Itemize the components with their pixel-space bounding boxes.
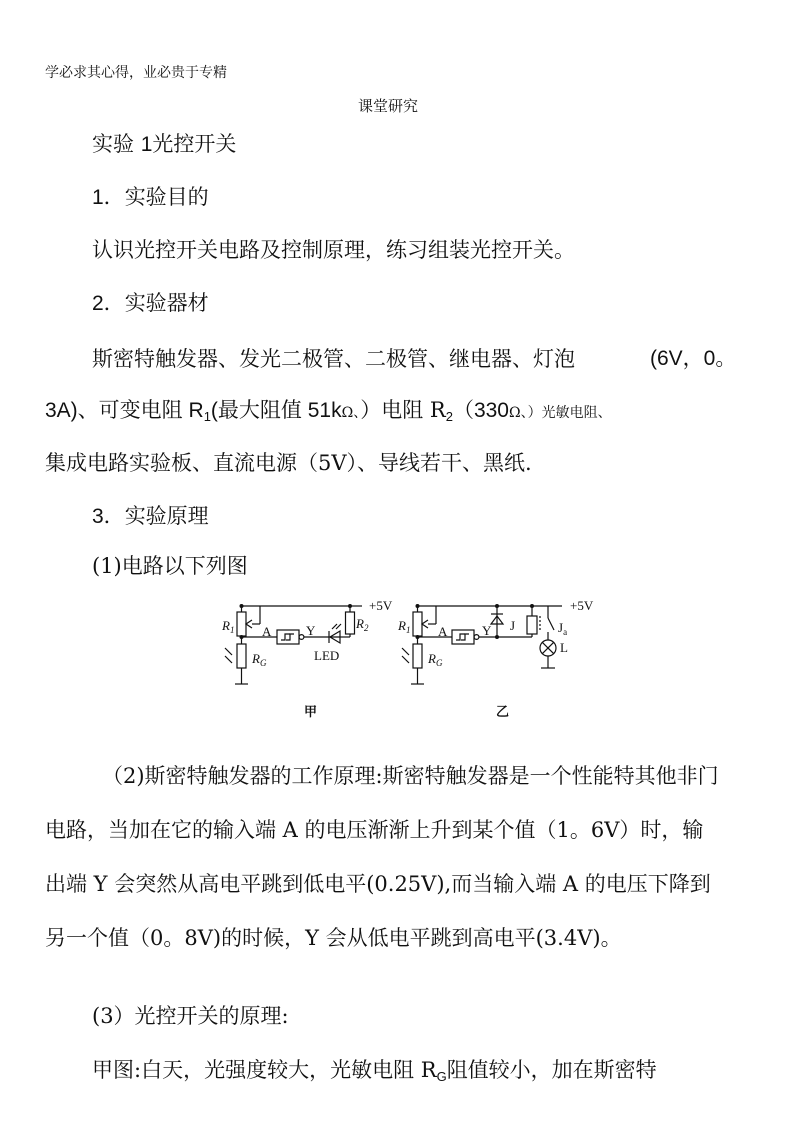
materials-ohm-1: Ω、 [341,405,361,421]
materials-r1-sub: 1 [203,409,211,424]
section-1-title: 实验目的 [124,185,209,209]
materials-ohm-2: Ω、）光敏电阻、 [509,405,612,421]
right-y-label: Y [482,623,492,638]
materials-r2-sub: 2 [445,409,453,424]
materials-line-1b: (6V，0。 [650,347,737,370]
purpose-text: 认识光控开关电路及控制原理，练习组装光控开关。 [92,238,575,262]
section-2-title: 实验器材 [124,291,209,315]
circuit-left [225,606,362,684]
page-subtitle: 课堂研究 [358,97,419,115]
experiment-title [92,130,236,159]
materials-2b: (最大阻值 51k [210,399,342,422]
left-led-label: LED [314,648,340,663]
schmitt-line-3: 出端 Y 会突然从高电平跳到低电平(0.25V),而当输入端 A 的电压下降到 [45,872,711,896]
circuit-right-dots [416,604,535,639]
title-rest: 光控开关 [152,132,237,156]
section-3-title: 实验原理 [124,504,209,528]
materials-2c: ）电阻 R [360,398,446,422]
section-2-heading [92,289,209,318]
section-1-number: 1． [92,186,125,209]
title-prefix: 实验 [92,132,134,156]
schmitt-line-2: 电路，当加在它的输入端 A 的电压渐渐上升到某个值（1。6V）时，输 [45,818,704,842]
section-3-heading [92,502,209,531]
left-y-label: Y [306,623,316,638]
materials-line-1a: 斯密特触发器、发光二极管、二极管、继电器、灯泡 [92,347,575,371]
left-vcc-label: +5V [369,598,393,613]
paragraph-circuit-intro: (1)电路以下列图 [92,554,248,578]
right-r1-label: $R_1$ [398,618,411,635]
circuit-figure [222,592,602,722]
principle-heading: (3）光控开关的原理: [92,1004,289,1028]
left-rg-label: $R_G$ [252,651,267,668]
materials-2a: 3A)、可变电阻 R [45,399,204,422]
right-ja-label: $J_a$ [558,620,568,637]
left-caption: 甲 [304,704,318,719]
left-a-label: A [262,624,272,639]
section-1-heading [92,183,209,212]
right-caption: 乙 [496,704,510,719]
right-vcc-label: +5V [570,598,594,613]
principle-1a: 甲图:白天，光强度较大，光敏电阻 R [92,1058,437,1082]
materials-line-2 [45,396,612,431]
schmitt-line-1: （2)斯密特触发器的工作原理:斯密特触发器是一个性能特其他非门 [102,764,719,788]
principle-rg-sub: G [436,1069,447,1084]
title-number: 1 [140,133,153,156]
schmitt-line-4: 另一个值（0。8V)的时候，Y 会从低电平跳到高电平(3.4V)。 [45,926,622,950]
right-j-label: J [510,618,516,633]
circuit-right [402,606,562,684]
left-r2-label: $R_2$ [356,616,369,633]
section-2-number: 2． [92,292,125,315]
materials-2d: （330 [452,399,509,422]
materials-line-3: 集成电路实验板、直流电源（5V）、导线若干、黑纸. [45,451,532,475]
section-3-number: 3． [92,505,125,528]
principle-line-1 [92,1056,657,1091]
right-a-label: A [438,624,448,639]
right-l-label: L [560,640,568,655]
left-r1-label: $R_1$ [222,618,235,635]
principle-1b: 阻值较小，加在斯密特 [446,1058,657,1082]
page-header: 学必求其心得，业必贵于专精 [45,65,227,81]
right-rg-label: $R_G$ [428,651,443,668]
